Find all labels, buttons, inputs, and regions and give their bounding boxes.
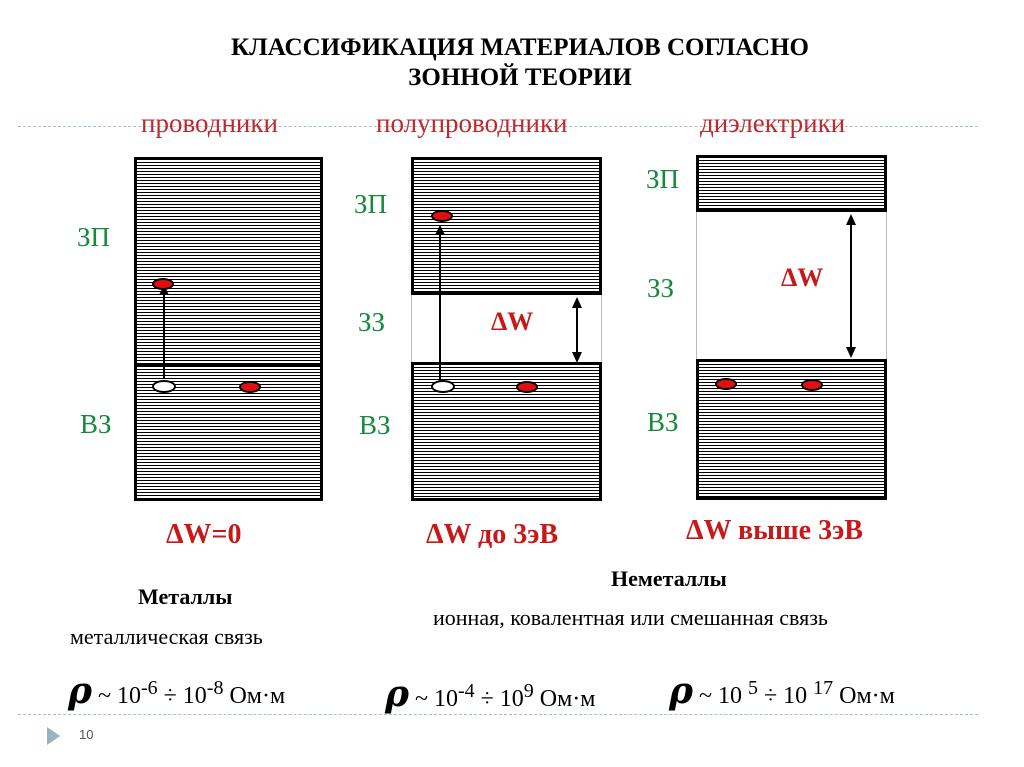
title-line-2: ЗОННОЙ ТЕОРИИ [408,64,632,91]
resistivity-unit: Ом·м [833,683,895,709]
dielectric-electron-2 [801,379,823,391]
category-dielectrics: диэлектрики [700,108,846,138]
dielectric-resistivity [669,670,895,712]
dielectric-gap-symbol: ΔW [781,263,824,292]
resistivity-unit: Ом·м [533,686,596,712]
slide-title [150,33,890,93]
semiconductor-resistivity [385,673,595,715]
resistivity-base: ~ 10 [414,686,458,712]
category-conductors: проводники [141,108,278,138]
semiconductor-hole [431,380,455,393]
rho-symbol: ρ [669,670,693,712]
rho-symbol: ρ [68,670,92,712]
conductor-gap-value: ΔW=0 [166,519,242,550]
title-line-1: КЛАССИФИКАЦИЯ МАТЕРИАЛОВ СОГЛАСНО [230,34,809,61]
semiconductor-gap-value: ΔW до 3эВ [426,519,558,550]
semiconductor-band-diagram [411,157,602,501]
conductor-excited-electron [152,278,174,290]
semiconductor-gap-symbol: ΔW [491,307,534,336]
semiconductor-label-forbidden: ЗЗ [358,307,386,337]
nonmetals-title: Неметаллы [611,566,727,591]
dielectric-electron-1 [715,378,737,390]
resistivity-exponent: 17 [813,677,834,699]
dielectric-label-conduction: ЗП [646,164,680,194]
dielectric-gap-value: ΔW выше 3эВ [686,515,863,546]
resistivity-mid: ÷ 10 [757,683,814,709]
conductor-band-diagram [134,157,323,501]
metals-title: Металлы [138,584,233,609]
category-semiconductors: полупроводники [376,108,568,138]
semiconductor-label-valence: ВЗ [359,410,391,440]
resistivity-exponent: -4 [457,680,475,702]
page-number: 10 [79,727,94,742]
resistivity-exponent: -8 [206,677,224,699]
conductor-label-valence: ВЗ [80,409,112,439]
metals-bond: металлическая связь [70,624,263,649]
semiconductor-excited-electron [431,210,453,222]
resistivity-exponent: -6 [140,677,158,699]
conductor-transition-arrow [134,157,323,501]
dielectric-gap-arrow [696,155,887,500]
resistivity-mid: ÷ 10 [157,683,207,709]
dielectric-label-valence: ВЗ [647,407,679,437]
resistivity-exponent: 5 [747,677,758,699]
semiconductor-valence-electron [516,381,538,393]
rho-symbol: ρ [385,673,409,715]
resistivity-base: ~ 10 [97,683,141,709]
conductor-valence-electron [239,381,261,393]
resistivity-unit: Ом·м [223,683,286,709]
semiconductor-label-conduction: ЗП [354,189,388,219]
dielectric-label-forbidden: ЗЗ [647,273,675,303]
conductor-resistivity [68,670,285,712]
resistivity-exponent: 9 [523,680,534,702]
resistivity-base: ~ 10 [698,683,748,709]
nonmetals-bond: ионная, ковалентная или смешанная связь [433,605,828,630]
conductor-hole [152,380,176,393]
triangle-right-icon [47,727,60,745]
resistivity-mid: ÷ 10 [474,686,524,712]
dielectric-band-diagram [696,155,887,500]
conductor-label-conduction: ЗП [77,222,111,252]
